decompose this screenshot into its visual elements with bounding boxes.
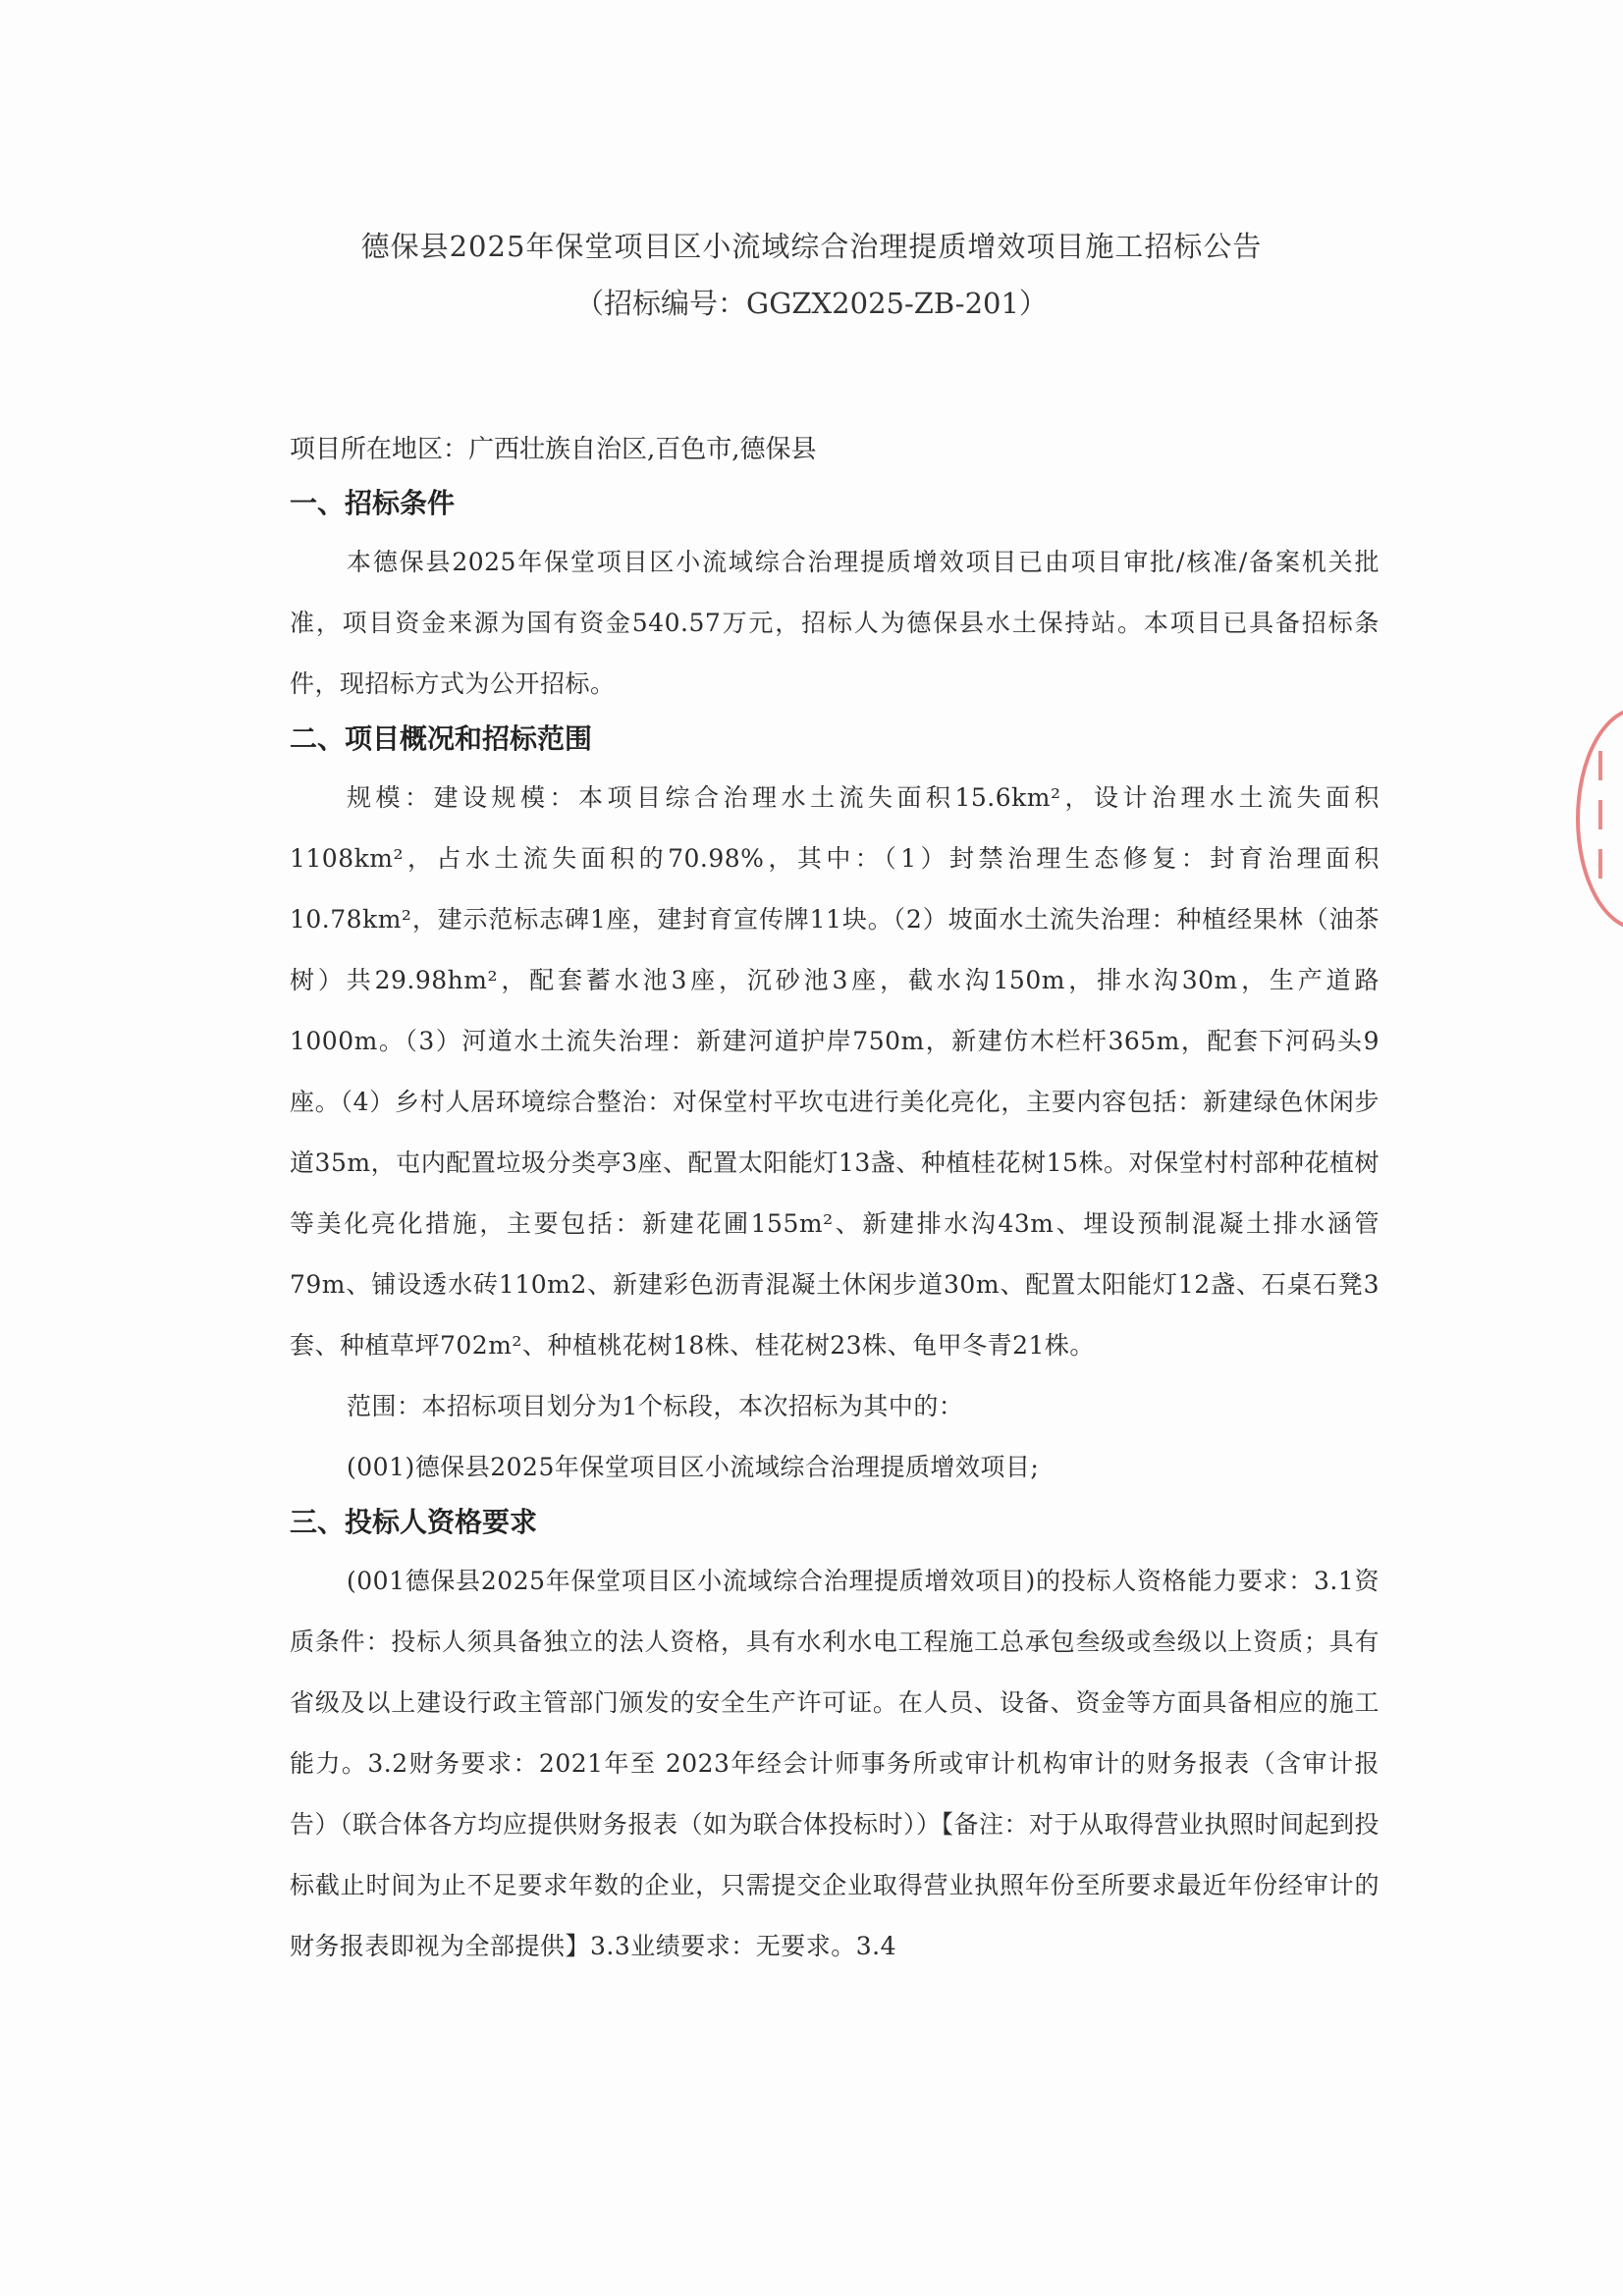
seal-glyph-mark	[1598, 800, 1622, 829]
section-overview-lot: (001)德保县2025年保堂项目区小流域综合治理提质增效项目;	[347, 1453, 1040, 1481]
section-conditions-text: 本德保县2025年保堂项目区小流域综合治理提质增效项目已由项目审批/核准/备案机关批准，项目资金来源为国有资金540.57万元，招标人为德保县水土保持站。本项目已具备招标条件，现招标方式为公开招标。	[290, 548, 1380, 698]
title-block	[0, 224, 1623, 326]
document-number: （招标编号：GGZX2025-ZB-201）	[575, 287, 1048, 320]
document-body	[290, 430, 1380, 1977]
section-qualifications-text: (001德保县2025年保堂项目区小流域综合治理提质增效项目)的投标人资格能力要求：3.1资质条件：投标人须具备独立的法人资格，具有水利水电工程施工总承包叁级或叁级以上资质；具有省级及以上建设行政主管部门颁发的安全生产许可证。在人员、设备、资金等方面具备相应的施工能力。3.2财务要求：2021年至 2023年经会计师事务所或审计机构审计的财务报表（含审计报告）（联合体各方均应提供财务报表（如为联合体投标时））【备注：对于从取得营业执照时间起到投标截止时间为止不足要求年数的企业，只需提交企业取得营业执照年份至所要求最近年份经审计的财务报表即视为全部提供】3.3业绩要求：无要求。3.4	[290, 1567, 1380, 1960]
seal-glyph-mark	[1598, 849, 1622, 879]
section-overview-scope: 范围：本招标项目划分为1个标段，本次招标为其中的：	[347, 1392, 964, 1420]
document-title: 德保县2025年保堂项目区小流域综合治理提质增效项目施工招标公告	[360, 230, 1263, 263]
section-heading-qualifications: 三、投标人资格要求	[290, 1506, 538, 1538]
section-heading-conditions: 一、招标条件	[290, 487, 456, 519]
section-heading-overview: 二、项目概况和招标范围	[290, 722, 593, 755]
section-overview-scale: 规模：建设规模：本项目综合治理水土流失面积15.6km²，设计治理水土流失面积1108km²，占水土流失面积的70.98%，其中：（1）封禁治理生态修复：封育治理面积10.78km²，建示范标志碑1座，建封育宣传牌11块。（2）坡面水土流失治理：种植经果林（油茶树）共29.98hm²，配套蓄水池3座，沉砂池3座，截水沟150m，排水沟30m，生产道路1000m。（3）河道水土流失治理：新建河道护岸750m，新建仿木栏杆365m，配套下河码头9座。（4）乡村人居环境综合整治：对保堂村平坎屯进行美化亮化，主要内容包括：新建绿色休闲步道35m，屯内配置垃圾分类亭3座、配置太阳能灯13盏、种植桂花树15株。对保堂村村部种花植树等美化亮化措施，主要包括：新建花圃155m²、新建排水沟43m、埋设预制混凝土排水涵管79m、铺设透水砖110m2、新建彩色沥青混凝土休闲步道30m、配置太阳能灯12盏、石桌石凳3套、种植草坪702m²、种植桃花树18株、桂花树23株、龟甲冬青21株。	[290, 783, 1380, 1360]
seal-glyph-mark	[1598, 751, 1622, 780]
project-location: 项目所在地区：广西壮族自治区,百色市,德保县	[290, 435, 817, 464]
